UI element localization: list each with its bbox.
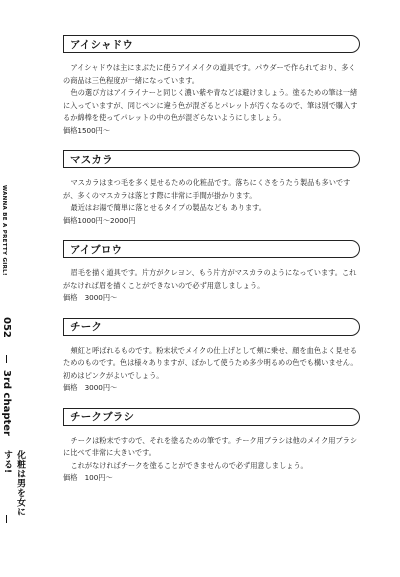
section-heading: アイシャドウ xyxy=(63,35,360,53)
page-number: 052 xyxy=(1,317,12,338)
section-heading: チークブラシ xyxy=(63,408,360,426)
section-mascara xyxy=(63,150,360,227)
price-text: 価格 100円～ xyxy=(63,473,113,482)
price-text: 価格1500円～ xyxy=(63,125,111,135)
section-cheek-brush xyxy=(63,408,360,485)
price-text: 価格 3000円～ xyxy=(63,383,118,392)
book-title: WANNA BE A PRETTY GIRL! xyxy=(1,185,7,276)
side-margin xyxy=(0,185,25,525)
section-body xyxy=(63,177,360,227)
section-body xyxy=(63,435,360,485)
paragraph: アイシャドウは主にまぶたに使うアイメイクの道具です。パウダーで作られており、多くの商品は三色程度が一緒になっています。 xyxy=(63,63,356,85)
section-body xyxy=(63,62,360,137)
section-body xyxy=(63,345,360,395)
section-heading: チーク xyxy=(63,318,360,336)
section-heading: アイブロウ xyxy=(63,240,360,258)
paragraph: 最近はお湯で簡単に落とせるタイプの製品なども あります。 xyxy=(70,203,266,212)
section-eyebrow xyxy=(63,240,360,305)
section-body xyxy=(63,267,360,305)
main-content xyxy=(63,35,360,498)
paragraph: 眉毛を描く道具です。片方がクレヨン、もう片方がマスカラのようになっています。これがなければ眉を描くことができないので必ず用意しましょう。 xyxy=(63,268,357,290)
section-heading: マスカラ xyxy=(63,150,360,168)
section-cheek xyxy=(63,318,360,395)
section-eyeshadow xyxy=(63,35,360,137)
chapter-title: 化粧は男を女にする! xyxy=(2,450,25,517)
paragraph: マスカラはまつ毛を多く見せるための化粧品です。落ちにくさをうたう製品も多いですが、多くのマスカラは落とす際に非常に手間が掛かります。 xyxy=(63,178,351,200)
divider xyxy=(6,515,7,523)
paragraph: 色の選び方はアイライナーと同じく濃い紫や青などは避けましょう。塗るための筆は一緒に入っていますが、同じペンに違う色が混ざるとパレットが汚くなるので、筆は別で購入するか綿棒を使ってパレットの中の色が混ざらないようにしましょう。 xyxy=(63,88,358,122)
paragraph: これがなければチークを塗ることができませんので必ず用意しましょう。 xyxy=(70,460,308,470)
divider xyxy=(6,355,7,363)
price-text: 価格 3000円～ xyxy=(63,293,118,302)
paragraph: チークは粉末ですので、それを塗るための筆です。チーク用ブラシは他のメイク用ブラシに比べて非常に大きいです。 xyxy=(63,435,358,457)
price-text: 価格1000円～2000円 xyxy=(63,215,136,225)
paragraph: 頬紅と呼ばれるものです。粉末状でメイクの仕上げとして頬に乗せ、顔を血色よく見せるためのものです。色は様々ありますが、ぼかして使うため多少明るめの色でも構いません。初めはピンクがよいでしょう。 xyxy=(63,345,358,380)
chapter-label: 3rd chapter xyxy=(1,370,12,436)
